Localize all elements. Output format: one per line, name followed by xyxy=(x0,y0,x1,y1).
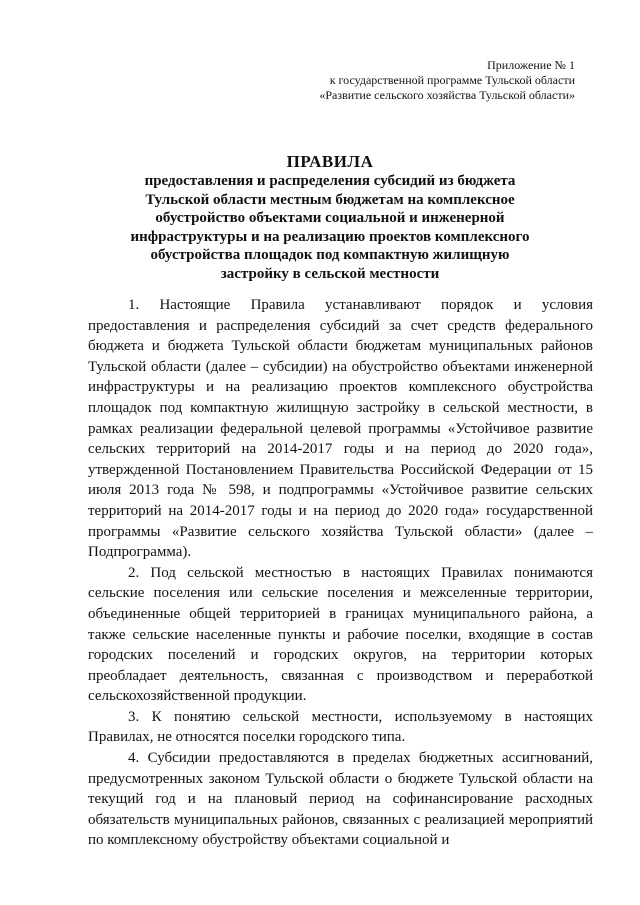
title-sub-line: предоставления и распределения субсидий из бюджета xyxy=(144,173,516,189)
annex-line-1: Приложение № 1 xyxy=(487,58,575,72)
document-body xyxy=(88,295,593,851)
paragraph-1: 1. Настоящие Правила устанавливают порядок и условия предоставления и распределения субсидий за счет средств федерального бюджета и бюджета Тульской области бюджетам муниципальных районов Тульской области (далее – субсидии) на обустройство объектами инженерной инфраструктуры и на реализацию проектов комплексного обустройства площадок под компактную жилищную застройку в сельской местности, в рамках реализации федеральной целевой программы «Устойчивое развитие сельских территорий на 2014-2017 годы и на период до 2020 года», утвержденной Постановлением Правительства Российской Федерации от 15 июля 2013 года № 598, и подпрограммы «Устойчивое развитие сельских территорий на 2014-2017 годы и на период до 2020 года» государственной программы «Развитие сельского хозяйства Тульской области» (далее – Подпрограмма). xyxy=(88,297,593,561)
title-sub-line: обустройства площадок под компактную жилищную xyxy=(150,247,510,263)
annex-line-3: «Развитие сельского хозяйства Тульской области» xyxy=(319,88,575,102)
title-sub xyxy=(70,172,590,283)
annex-header xyxy=(319,58,575,103)
title-main: ПРАВИЛА xyxy=(286,152,374,171)
annex-line-2: к государственной программе Тульской области xyxy=(329,73,575,87)
paragraph-3: 3. К понятию сельской местности, используемому в настоящих Правилах, не относятся поселки городского типа. xyxy=(88,708,593,746)
paragraph-4: 4. Субсидии предоставляются в пределах бюджетных ассигнований, предусмотренных законом Тульской области о бюджете Тульской области на текущий год и на плановый период на софинансирование расходных обязательств муниципальных районов, связанных с реализацией мероприятий по комплексному обустройству объектами социальной и xyxy=(88,750,593,849)
title-sub-line: застройку в сельской местности xyxy=(220,265,440,282)
title-sub-line: инфраструктуры и на реализацию проектов комплексного xyxy=(130,228,530,245)
document-title xyxy=(70,152,590,283)
paragraph-2: 2. Под сельской местностью в настоящих Правилах понимаются сельские поселения или сельские поселения и межселенные территории, объединенные общей территорией в границах муниципального района, а также сельские населенные пункты и рабочие поселки, входящие в состав городских поселений и городских округов, на территории которых преобладает деятельность, связанная с производством и переработкой сельскохозяйственной продукции. xyxy=(88,564,593,705)
title-sub-line: обустройство объектами социальной и инженерной xyxy=(155,210,505,226)
title-sub-line: Тульской области местным бюджетам на комплексное xyxy=(145,191,515,208)
